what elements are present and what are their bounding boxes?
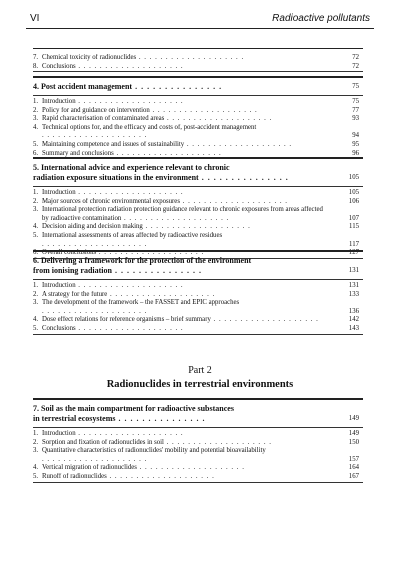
entry-number: 4.	[33, 123, 39, 131]
leader-dots: . . . . . . . . . . . . . . . . . . . .	[184, 140, 293, 148]
leader-dots: . . . . . . . . . . . . . . . . . . . .	[107, 290, 216, 298]
entry-number: 2.	[33, 438, 39, 446]
toc-entry	[33, 63, 363, 72]
entry-title: Dose effect relations for reference organisms – brief summary	[42, 316, 211, 324]
leader-dots: . . . . . . . . . . . . . . . . . . . .	[164, 115, 273, 123]
entry-title: Conclusions	[42, 62, 76, 70]
toc-entry	[33, 124, 363, 141]
entry-page-number: 105	[348, 189, 359, 196]
leader-dots: . . . . . . . . . . . . . . . . . . . .	[75, 62, 184, 70]
leader-dots: . . . . . . . . . . . . . . . . . . . .	[42, 455, 148, 463]
part-label: Part 2	[188, 365, 212, 376]
toc-entry	[33, 447, 363, 464]
entry-title: International assessments of areas affected by radioactive residues	[42, 231, 223, 239]
toc-entry	[33, 325, 363, 334]
leader-dots: . . . . . . . . . . . . . . . . . . . .	[163, 438, 272, 446]
leader-dots: . . . . . . . . . . . . . . .	[198, 173, 289, 182]
toc-entries	[33, 427, 363, 482]
leader-dots: . . . . . . . . . . . . . . . . . . . .	[136, 464, 245, 472]
entry-number: 1.	[33, 282, 39, 289]
entry-title: The development of the framework – the FASSET and EPIC approaches	[42, 299, 240, 307]
chapter-title	[33, 404, 363, 424]
entry-title: Introduction	[42, 282, 76, 289]
entry-page-number: 93	[352, 115, 359, 123]
entry-page-number: 136	[348, 307, 359, 315]
entry-title: Introduction	[42, 430, 76, 437]
chapter-title-line: 5. International advice and experience relevant to chronic	[33, 163, 230, 172]
chapter-title-line: 7. Soil as the main compartment for radioactive substances	[33, 404, 234, 413]
entry-title: Chemical toxicity of radionuclides	[42, 54, 137, 61]
leader-dots: . . . . . . . . . . . . . . . . . . . .	[42, 132, 148, 140]
leader-dots: . . . . . . . . . . . . . . . . . . . .	[113, 149, 222, 157]
toc-entry	[33, 141, 363, 150]
entry-page-number: 75	[352, 98, 359, 105]
toc-entry	[33, 206, 363, 223]
toc-chapter-6	[33, 250, 363, 335]
leader-dots: . . . . . . . . . . . . . . . . . . . .	[136, 54, 245, 61]
leader-dots: . . . . . . . . . . . . . . . . . . . .	[106, 472, 215, 480]
toc-entry	[33, 223, 363, 232]
leader-dots: . . . . . . . . . . . . . . .	[132, 82, 223, 91]
entry-page-number: 131	[348, 282, 359, 289]
entry-number: 7.	[33, 54, 39, 61]
chapter-page-number: 131	[348, 267, 359, 274]
chapter-title-line: 4. Post accident management . . . . . . . . . . . . . . .	[33, 82, 223, 91]
toc-entry	[33, 98, 363, 107]
entry-number: 5.	[33, 231, 39, 239]
entry-title: Vertical migration of radionuclides	[42, 464, 137, 472]
entry-title: Introduction	[42, 189, 76, 196]
entry-page-number: 96	[352, 149, 359, 157]
leader-dots: . . . . . . . . . . . . . . . . . . . .	[210, 316, 319, 324]
toc-entry	[33, 107, 363, 116]
entry-number: 5.	[33, 472, 39, 480]
toc-entries	[33, 279, 363, 334]
toc-entries	[33, 95, 363, 158]
entry-title: Maintaining competence and issues of sustainability	[42, 140, 185, 148]
entry-title: Decision aiding and decision making	[42, 223, 143, 231]
toc-entry	[33, 439, 363, 448]
entry-number: 2.	[33, 106, 39, 114]
chapter-title-line: in terrestrial ecosystems . . . . . . . . . . . . . . .	[33, 414, 206, 423]
entry-number: 3.	[33, 299, 39, 307]
toc-entry	[33, 282, 363, 291]
leader-dots: . . . . . . . . . . . . . . . . . . . .	[149, 106, 258, 114]
entry-page-number: 142	[348, 316, 359, 324]
toc-entry	[33, 198, 363, 207]
entry-page-number: 106	[348, 197, 359, 205]
entry-page-number: 150	[348, 438, 359, 446]
entry-page-number: 143	[348, 324, 359, 332]
leader-dots: . . . . . . . . . . . . . . . . . . . .	[42, 240, 148, 248]
toc-entry	[33, 232, 363, 249]
page-number: VI	[30, 13, 40, 24]
chapter-title-line: 6. Delivering a framework for the protection of the environment	[33, 256, 252, 265]
toc-chapter-7	[33, 398, 363, 483]
entry-number: 4.	[33, 464, 39, 472]
toc-block-top	[33, 48, 363, 72]
entry-page-number: 167	[348, 472, 359, 480]
entry-number: 1.	[33, 98, 39, 105]
entry-number: 2.	[33, 290, 39, 298]
chapter-page-number: 75	[352, 83, 359, 90]
chapter-title-line: radiation exposure situations in the environment . . . . . . . . . . . . . . .	[33, 173, 289, 182]
entry-number: 3.	[33, 115, 39, 123]
part-title: Radionuclides in terrestrial environments	[106, 379, 294, 390]
toc-chapter-4	[33, 76, 363, 159]
toc-entry	[33, 430, 363, 439]
entry-title: Quantitative characteristics of radionuclides' mobility and potential bioavailability	[42, 447, 266, 455]
leader-dots: . . . . . . . . . . . . . . . . . . . .	[75, 430, 184, 437]
leader-dots: . . . . . . . . . . . . . . .	[111, 266, 202, 275]
leader-dots: . . . . . . . . . . . . . . . . . . . .	[75, 189, 184, 196]
entry-number: 2.	[33, 197, 39, 205]
chapter-page-number: 105	[348, 174, 359, 181]
entry-page-number: 164	[348, 464, 359, 472]
entry-page-number: 107	[348, 214, 359, 222]
entry-number: 1.	[33, 189, 39, 196]
entry-number: 8.	[33, 62, 39, 70]
chapter-title	[33, 256, 363, 276]
entry-number: 5.	[33, 140, 39, 148]
entry-title: Summary and conclusions	[42, 149, 114, 157]
leader-dots: . . . . . . . . . . . . . . . . . . . .	[42, 307, 148, 315]
chapter-page-number: 149	[348, 415, 359, 422]
chapter-title-line: from ionising radiation . . . . . . . . . . . . . . .	[33, 266, 202, 275]
leader-dots: . . . . . . . . . . . . . . . . . . . .	[75, 98, 184, 105]
entry-title: Major sources of chronic environmental exposures	[42, 197, 180, 205]
toc-entry	[33, 464, 363, 473]
leader-dots: . . . . . . . . . . . . . . . . . . . .	[142, 223, 251, 231]
entry-title: Introduction	[42, 98, 76, 105]
entry-page-number: 72	[352, 62, 359, 70]
entry-title: A strategy for the future	[42, 290, 108, 298]
toc-entry	[33, 115, 363, 124]
entry-title: Technical options for, and the efficacy and costs of, post-accident management	[42, 123, 257, 131]
chapter-title	[33, 163, 363, 183]
entry-page-number: 77	[352, 106, 359, 114]
entry-page-number: 72	[352, 54, 359, 61]
toc-entries	[33, 186, 363, 258]
entry-title: Runoff of radionuclides	[42, 472, 107, 480]
leader-dots: . . . . . . . . . . . . . . . . . . . .	[75, 324, 184, 332]
entry-number: 5.	[33, 324, 39, 332]
leader-dots: . . . . . . . . . . . . . . . . . . . .	[96, 249, 205, 257]
entry-number: 3.	[33, 447, 39, 455]
toc-entry	[33, 473, 363, 482]
toc-entry	[33, 189, 363, 198]
entry-number: 6.	[33, 249, 39, 257]
entry-title: Overall conclusions	[42, 249, 97, 257]
entry-number: 4.	[33, 223, 39, 231]
chapter-title	[33, 82, 363, 92]
entry-page-number: 127	[348, 249, 359, 257]
toc-entry	[33, 316, 363, 325]
leader-dots: . . . . . . . . . . . . . . .	[115, 414, 206, 423]
toc-entry	[33, 54, 363, 63]
running-header	[26, 10, 374, 29]
entry-title: Policy for and guidance on intervention	[42, 106, 150, 114]
entry-number: 6.	[33, 149, 39, 157]
leader-dots: . . . . . . . . . . . . . . . . . . . .	[75, 282, 184, 289]
toc-chapter-5	[33, 157, 363, 259]
entry-page-number: 133	[348, 290, 359, 298]
entry-page-number: 117	[349, 240, 359, 248]
entry-page-number: 149	[348, 430, 359, 437]
toc-entry	[33, 291, 363, 300]
entry-number: 3.	[33, 206, 39, 214]
toc-entry	[33, 299, 363, 316]
leader-dots: . . . . . . . . . . . . . . . . . . . .	[121, 214, 230, 222]
entry-number: 4.	[33, 316, 39, 324]
entry-page-number: 94	[352, 132, 359, 140]
entry-title: Sorption and fixation of radionuclides in soil	[42, 438, 164, 446]
leader-dots: . . . . . . . . . . . . . . . . . . . .	[179, 197, 288, 205]
entry-title: International protection radiation protection guidance relevant to chronic exposures from areas affected by radioactive contamination	[42, 206, 323, 222]
entry-page-number: 157	[348, 455, 359, 463]
running-title: Radioactive pollutants	[272, 13, 370, 24]
entry-title: Rapid characterisation of contaminated areas	[42, 115, 165, 123]
entry-page-number: 115	[349, 223, 359, 231]
toc-entries	[33, 52, 363, 71]
entry-title: Conclusions	[42, 324, 76, 332]
entry-page-number: 95	[352, 140, 359, 148]
entry-number: 1.	[33, 430, 39, 437]
